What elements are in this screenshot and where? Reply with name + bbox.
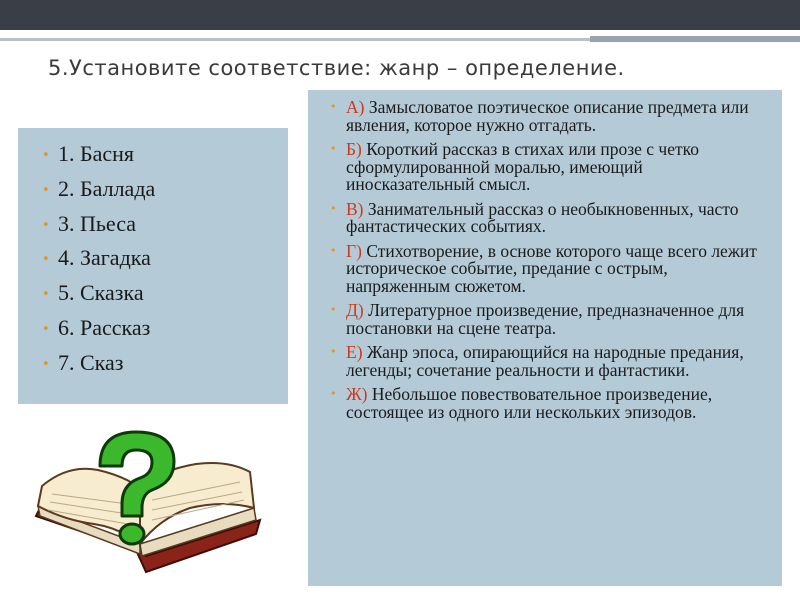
bullet-icon: •	[42, 321, 50, 337]
definition-letter: Е)	[346, 342, 363, 363]
definitions-box	[308, 90, 782, 586]
definition-letter: А)	[346, 97, 365, 117]
definition-text: Занимательный рассказ о необыкновенных, часто фантастических событиях.	[346, 198, 739, 237]
bullet-icon: •	[42, 252, 50, 268]
definition-text: Небольшое повествовательное произведение, состоящее из одного или нескольких эпизодов.	[346, 384, 713, 422]
definition-letter: Г)	[346, 240, 362, 261]
definition-text: Жанр эпоса, опирающийся на народные предания, легенды; сочетание реальности и фантастики.	[346, 342, 744, 380]
genre-label: 6. Рассказ	[58, 314, 151, 340]
header-accent-line	[590, 36, 800, 42]
bullet-icon: •	[330, 100, 337, 113]
bullet-icon: •	[330, 303, 337, 317]
bullet-icon: •	[42, 287, 50, 303]
genre-item	[42, 137, 288, 172]
definition-item	[330, 99, 774, 134]
genre-label: 1. Басня	[58, 141, 135, 166]
genre-label: 7. Сказ	[58, 349, 124, 375]
definition-text: Литературное произведение, предназначенное для постановки на сцене театра.	[346, 300, 745, 338]
bullet-icon: •	[330, 201, 337, 215]
genre-label: 3. Пьеса	[58, 210, 137, 236]
definition-item	[330, 344, 774, 379]
bullet-icon: •	[330, 243, 337, 257]
slide-title: 5.Установите соответствие: жанр – определение.	[48, 56, 625, 80]
genre-item	[42, 311, 288, 346]
genre-item	[42, 276, 288, 311]
genre-item	[42, 241, 288, 276]
genre-item	[42, 207, 288, 242]
definition-item	[330, 198, 774, 237]
header-bar	[0, 0, 800, 30]
genres-box	[18, 128, 288, 404]
bullet-icon: •	[42, 148, 50, 163]
definition-letter: В)	[346, 198, 364, 219]
genre-item	[42, 346, 288, 381]
bullet-icon: •	[42, 356, 50, 372]
open-book-with-question-mark-icon	[28, 424, 268, 574]
definition-letter: Б)	[346, 138, 362, 159]
definition-letter: Д)	[346, 300, 364, 321]
definition-item	[330, 138, 774, 195]
definition-text: Короткий рассказ в стихах или прозе с четко сформулированной моралью, имеющий иносказательный смысл.	[346, 138, 699, 195]
bullet-icon: •	[330, 387, 337, 401]
bullet-icon: •	[330, 345, 337, 359]
definition-item	[330, 386, 774, 421]
genre-label: 2. Баллада	[58, 175, 156, 201]
definition-item	[330, 240, 774, 296]
genre-label: 4. Загадка	[58, 245, 151, 271]
definition-text: Стихотворение, в основе которого чаще всего лежит историческое событие, предание с острым, напряженным сюжетом.	[346, 240, 757, 296]
definition-item	[330, 302, 774, 337]
bullet-icon: •	[42, 182, 50, 198]
definitions-list	[330, 99, 774, 421]
definition-letter: Ж)	[346, 384, 368, 405]
definition-text: Замысловатое поэтическое описание предмета или явления, которое нужно отгадать.	[346, 97, 749, 135]
bullet-icon: •	[330, 141, 337, 155]
genre-item	[42, 172, 288, 207]
genres-list	[42, 137, 288, 381]
bullet-icon: •	[42, 217, 50, 233]
genre-label: 5. Сказка	[58, 280, 144, 306]
